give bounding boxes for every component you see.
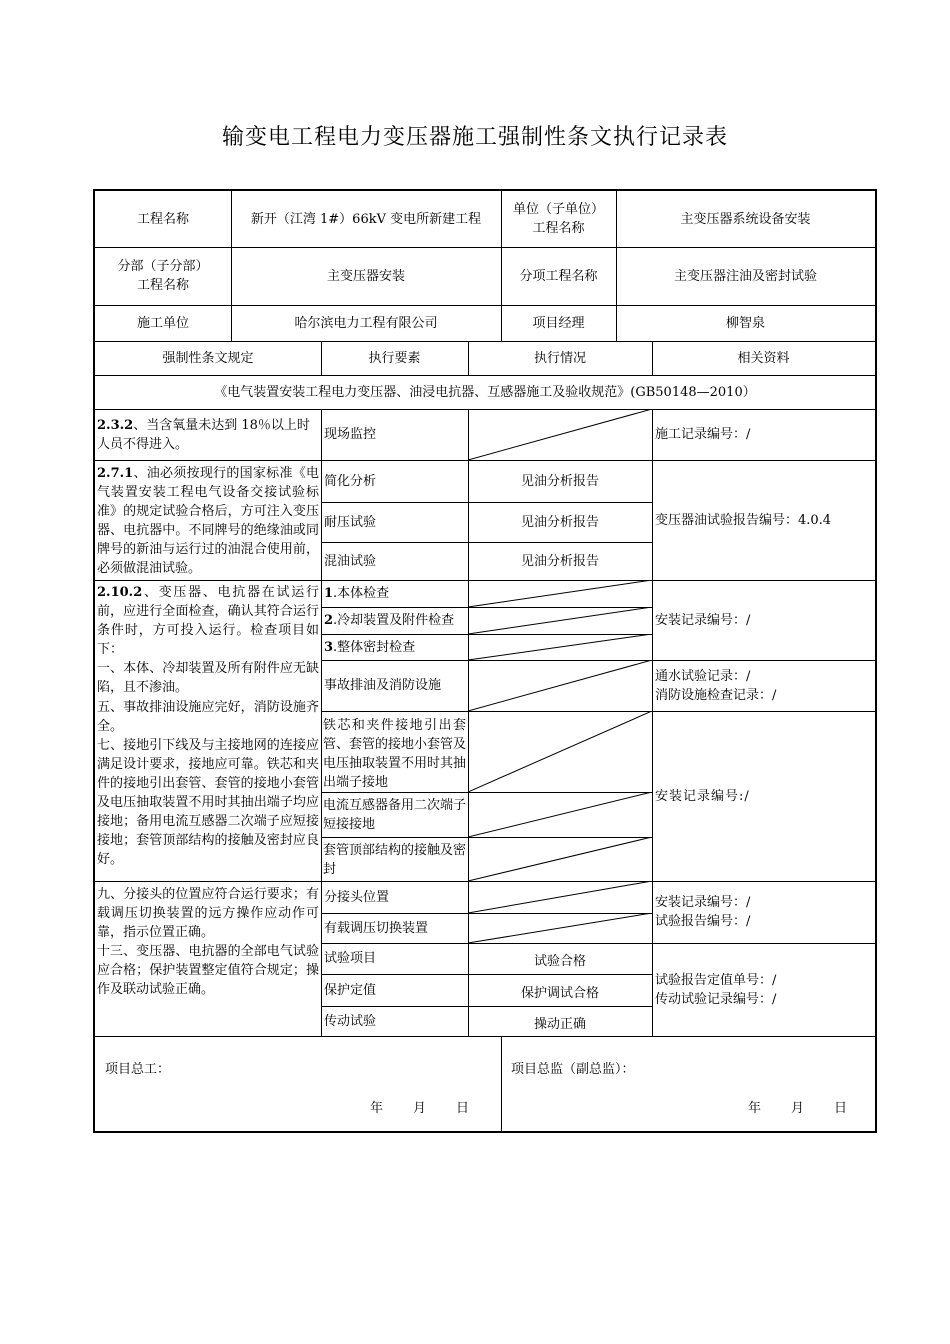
header-material: 相关资料 [737, 350, 790, 366]
element-simplified-analysis: 简化分析 [324, 473, 377, 489]
clause-2-10-2: 2.10.2、变压器、电抗器在试运行前，应进行全面检查，确认其符合运行条件时，方可投入运行。检查项目如下： 一、本体、冷却装置及所有附件应无缺陷，且不渗油。 五、事故排油设施应完好，消防设施齐全。 七、接地引下线及与主接地网的连接应满足设计要求，接地应可靠。铁芯和夹件的接地引出套管、套管的接地小套管及电压抽取装置不用时其抽出端子均应接地；备用电流互感器二次端子应短接接地；套管顶部结构的接触及密封应良好。 [97, 585, 319, 868]
chief-engineer-label: 项目总工： [105, 1062, 171, 1077]
clause-9-13 [97, 885, 319, 1000]
unit-value: 主变压器系统设备安装 [680, 211, 811, 227]
element-on-load-tap-changer: 有载调压切换装置 [324, 920, 429, 936]
header-status: 执行情况 [533, 350, 586, 366]
element-protection-setting: 保护定值 [324, 982, 377, 998]
not-applicable-slash [468, 660, 652, 711]
material-tap-records [652, 881, 875, 943]
sub-project-label: 分项工程名称 [519, 268, 598, 284]
not-applicable-slash [468, 792, 652, 837]
clause-item-1: 一、本体、冷却装置及所有附件应无缺陷，且不渗油。 [97, 661, 319, 696]
clause-item-9: 九、分接头的位置应符合运行要求；有载调压切换装置的远方操作应动作可靠，指示位置正确。 [97, 887, 319, 941]
part-label [95, 247, 231, 305]
element-seal-check: 3 .整体密封检查 [324, 639, 416, 655]
sub-project-value: 主变压器注油及密封试验 [673, 268, 817, 284]
constructor-label: 施工单位 [136, 315, 189, 331]
status-protection-passed: 保护调试合格 [520, 985, 599, 1001]
unit-label-line2: 工程名称 [532, 221, 585, 236]
material-fire-records [652, 660, 875, 711]
chief-supervisor-label: 项目总监（副总监）： [511, 1062, 635, 1077]
test-report-no: 试验报告编号：/ [655, 914, 751, 929]
element-fire-facility: 事故排油及消防设施 [324, 678, 442, 693]
month-label: 月 [413, 1101, 427, 1116]
status-oil-report: 见油分析报告 [520, 514, 599, 530]
material-test-records [652, 943, 875, 1036]
clause-item-7: 七、接地引下线及与主接地网的连接应满足设计要求，接地应可靠。铁芯和夹件的接地引出套管、套管的接地小套管及电压抽取装置不用时其抽出端子均应接地；备用电流互感器二次端子应短接接地；套管顶部结构的接触及密封应良好。 [97, 737, 319, 868]
element-tap-position: 分接头位置 [324, 889, 390, 905]
element-transmission-test: 传动试验 [324, 1013, 377, 1029]
clause-item-5: 五、事故排油设施应完好，消防设施齐全。 [97, 699, 319, 734]
setting-sheet-no: 试验报告定值单号：/ [655, 972, 777, 988]
constructor-value: 哈尔滨电力工程有限公司 [294, 315, 438, 331]
status-operation-correct: 操动正确 [533, 1016, 586, 1032]
not-applicable-slash [468, 711, 652, 792]
unit-label-line1: 单位（子单位） [512, 202, 604, 217]
day-label: 日 [456, 1101, 470, 1116]
water-test-record: 通水试验记录：/ [655, 668, 751, 684]
status-test-passed: 试验合格 [533, 954, 586, 969]
element-ct-grounding: 电流互感器备用二次端子短接接地 [323, 798, 467, 833]
install-record-no: 安装记录编号：/ [655, 895, 751, 910]
element-voltage-test: 耐压试验 [324, 514, 377, 530]
day-label: 日 [834, 1101, 848, 1116]
clause-item-13: 十三、变压器、电抗器的全部电气试验应合格；保护装置整定值符合规定；操作及联动试验正确。 [97, 944, 319, 998]
material-grounding-install-record: 安装记录编号:/ [655, 788, 750, 804]
year-label: 年 [748, 1101, 762, 1116]
not-applicable-slash [468, 881, 652, 913]
material-oil-test-report: 变压器油试验报告编号：4.0.4 [655, 512, 832, 528]
element-bushing-seal: 套管顶部结构的接触及密封 [323, 843, 467, 878]
not-applicable-slash [468, 913, 652, 943]
fire-facility-record: 消防设施检查记录：/ [655, 687, 777, 703]
element-test-items: 试验项目 [324, 951, 377, 966]
not-applicable-slash [468, 409, 652, 460]
element-body-check: 1 .本体检查 [324, 586, 390, 601]
not-applicable-slash [468, 634, 652, 660]
project-name-value: 新开（江湾 1#）66kV 变电所新建工程 [250, 211, 482, 227]
status-oil-report: 见油分析报告 [520, 473, 599, 489]
page-title: 输变电工程电力变压器施工强制性条文执行记录表 [221, 125, 728, 150]
element-mixed-oil-test: 混油试验 [324, 553, 377, 569]
year-label: 年 [370, 1101, 384, 1116]
status-oil-report: 见油分析报告 [520, 553, 599, 569]
material-install-record: 安装记录编号：/ [655, 612, 751, 628]
record-table [93, 189, 877, 1133]
clause-2-7-1: 2.7.1、油必须按现行的国家标准《电气装置安装工程电气设备交接试验标准》的规定试验合格后，方可注入变压器、电抗器中。不同牌号的绝缘油或同牌号的新油与运行过的油混合使用前，必须做混油试验。 [97, 466, 319, 577]
part-label-line2: 工程名称 [136, 278, 189, 293]
standard-reference: 《电气装置安装工程电力变压器、油浸电抗器、互感器施工及验收规范》(GB50148—2010） [214, 384, 756, 400]
not-applicable-slash [468, 580, 652, 607]
chief-engineer-date [370, 1099, 469, 1118]
month-label: 月 [791, 1101, 805, 1116]
element-site-monitoring: 现场监控 [324, 427, 377, 442]
not-applicable-slash [468, 607, 652, 634]
header-clause: 强制性条文规定 [162, 350, 254, 366]
element-cooling-check: 2 .冷却装置及附件检查 [324, 613, 455, 628]
manager-label: 项目经理 [532, 315, 585, 331]
material-construction-record: 施工记录编号：/ [655, 427, 751, 442]
clause-2-3-2: 2.3.2、当含氧量未达到 18％以上时人员不得进入。 [97, 418, 310, 453]
not-applicable-slash [468, 837, 652, 881]
part-value: 主变压器安装 [326, 268, 405, 284]
unit-label [501, 191, 616, 247]
header-element: 执行要素 [368, 350, 421, 366]
part-label-line1: 分部（子分部） [117, 259, 209, 274]
element-core-grounding: 铁芯和夹件接地引出套管、套管的接地小套管及电压抽取装置不用时其抽出端子接地 [323, 718, 467, 791]
project-name-label: 工程名称 [136, 211, 189, 227]
manager-value: 柳智泉 [725, 315, 765, 331]
transmission-record-no: 传动试验记录编号：/ [655, 991, 777, 1007]
chief-supervisor-date [748, 1099, 847, 1118]
